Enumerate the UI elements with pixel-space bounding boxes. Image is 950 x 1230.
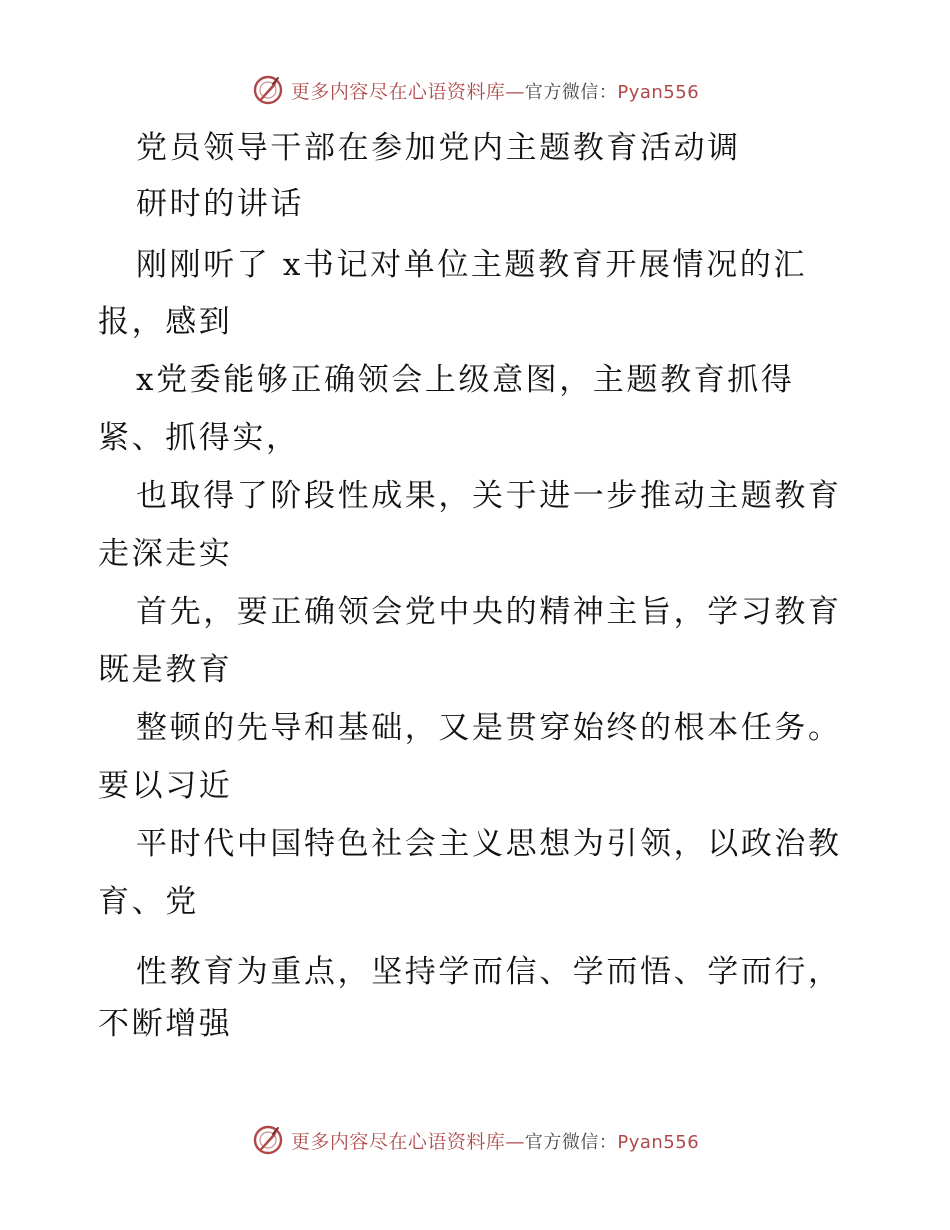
quill-pen-logo-icon <box>251 73 285 107</box>
banner-text <box>291 1127 699 1154</box>
footer-banner <box>0 1120 950 1160</box>
banner-official-label: 官方微信： <box>524 81 618 103</box>
title-line-2: 研时的讲话 <box>136 186 304 222</box>
paragraph-line: 要以习近 <box>98 768 233 804</box>
banner-separator: — <box>505 80 525 103</box>
paragraph-line: 走深走实 <box>98 536 233 572</box>
paragraph-line: 紧、抓得实， <box>98 420 300 456</box>
paragraph-line: 首先，要正确领会党中央的精神主旨，学习教育 <box>136 594 842 630</box>
paragraph-line: 既是教育 <box>98 652 233 688</box>
header-banner <box>0 70 950 110</box>
title-line-1: 党员领导干部在参加党内主题教育活动调 <box>136 130 741 166</box>
banner-official-label: 官方微信： <box>524 1131 618 1153</box>
paragraph-line: 不断增强 <box>98 1006 233 1042</box>
banner-text <box>291 77 699 104</box>
paragraph-line: 也取得了阶段性成果，关于进一步推动主题教育 <box>136 478 842 514</box>
paragraph-line: 育、党 <box>98 884 199 920</box>
banner-slogan: 更多内容尽在心语资料库 <box>290 80 506 103</box>
banner-slogan: 更多内容尽在心语资料库 <box>290 1130 506 1153</box>
paragraph-line: 平时代中国特色社会主义思想为引领，以政治教 <box>136 826 842 862</box>
banner-wechat-id: Pyan556 <box>617 81 700 103</box>
paragraph-line: 报，感到 <box>98 304 233 340</box>
paragraph-line: 性教育为重点，坚持学而信、学而悟、学而行， <box>136 954 842 990</box>
quill-pen-logo-icon <box>251 1123 285 1157</box>
banner-wechat-id: Pyan556 <box>617 1131 700 1153</box>
paragraph-line: 刚刚听了 x书记对单位主题教育开展情况的汇 <box>136 247 807 283</box>
paragraph-line: x党委能够正确领会上级意图，主题教育抓得 <box>136 362 795 398</box>
banner-separator: — <box>505 1130 525 1153</box>
paragraph-line: 整顿的先导和基础，又是贯穿始终的根本任务。 <box>136 710 842 746</box>
